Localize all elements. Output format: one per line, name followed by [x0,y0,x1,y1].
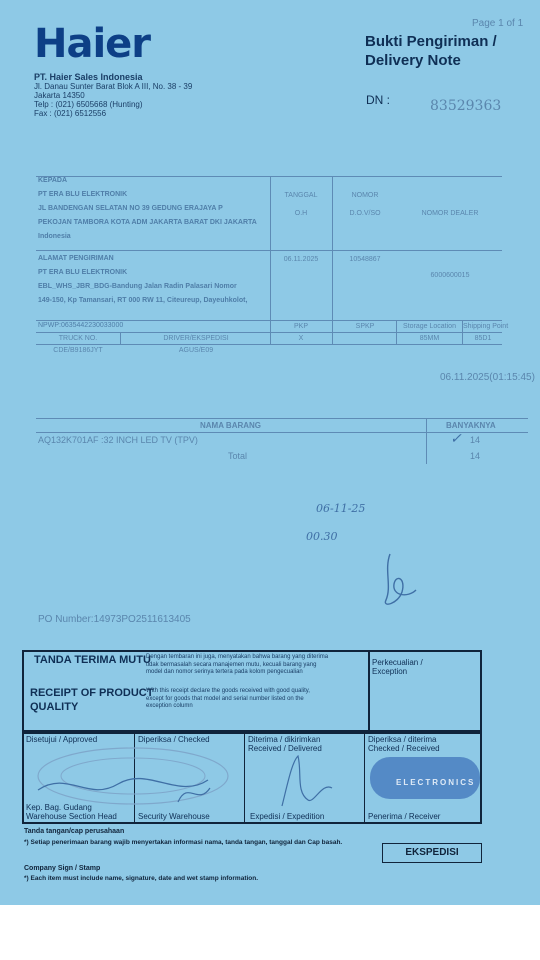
expedition-label: Expedisi / Expedition [250,812,325,821]
document-title [365,32,497,70]
item-name-header: NAMA BARANG [200,421,262,430]
note-en: *) Each item must include name, signature, date and wet stamp information. [24,875,259,882]
shipping-label: ALAMAT PENGIRIMAN [38,255,114,262]
nomor-code: D.O.V/SO [349,210,381,217]
dn-label: DN : [366,93,390,107]
recipient-address-1: JL BANDENGAN SELATAN NO 39 GEDUNG ERAJAYA P [38,205,223,212]
company-address-2: Jakarta 14350 [34,91,85,100]
exception-label-1: Perkecualian / [372,658,423,667]
shipping-block [38,252,247,308]
receipt-text-id [146,654,328,677]
spkp-label: SPKP [355,323,375,330]
tanggal-value: 06.11.2025 [283,256,319,263]
tanggal-label: TANGGAL [284,192,318,199]
kepada-label: KEPADA [38,177,68,184]
storage-label: Storage Location [403,323,456,330]
item-row-name: AQ132K701AF :32 INCH LED TV (TPV) [38,435,198,445]
receipt-text-en-1: With this receipt declare the goods received with good quality, [146,688,310,694]
item-qty-header: BANYAKNYA [446,421,496,430]
sign-label-id: Tanda tangan/cap perusahaan [24,828,125,835]
title-line-1: Bukti Pengiriman / [365,33,497,50]
total-qty: 14 [470,451,481,461]
warehouse-stamp [28,740,238,810]
shipping-address-1: EBL_WHS_JBR_BDG-Bandung Jalan Radin Palasari Nomor [38,283,237,290]
pkp-value: X [298,335,304,342]
company-fax: Fax : (021) 6512556 [34,109,107,118]
handwritten-date: 06-11-25 [316,502,366,515]
nomor-label: NOMOR [351,192,379,199]
expedition-signature [262,752,342,812]
receipt-text-en-3: exception column [146,703,193,709]
shipping-point-value: 85D1 [474,335,492,342]
recipient-name: PT ERA BLU ELEKTRONIK [38,191,128,198]
shipping-address-2: 149-150, Kp Tamansari, RT 000 RW 11, Citeureup, Dayeuhkolot, [38,297,248,304]
company-phone: Telp : (021) 6505668 (Hunting) [34,100,143,109]
nomor-value: 10548867 [349,256,381,263]
checked-received-line-1: Diperiksa / diterima [368,735,437,744]
received-delivered-label [248,735,322,753]
checked-label: Diperiksa / Checked [138,735,210,744]
truck-label: TRUCK NO. [58,335,98,342]
copy-label: EKSPEDISI [382,843,482,863]
receipt-text-id-3: model dan nomor serinya tertera pada kolom pengecualian [146,669,303,675]
print-timestamp: 06.11.2025(01:15:45) [440,372,535,383]
recipient-address-2: PEKOJAN TAMBORA KOTA ADM JAKARTA BARAT DKI JAKARTA [38,219,257,226]
receipt-text-en [146,688,310,711]
item-row-qty: 14 [470,435,481,445]
dn-number: 83529363 [430,98,502,114]
receipt-text-id-1: Dengan tembaran ini juga, menyatakan bahwa barang yang diterima [146,654,329,660]
truck-value: CDE/B9186JYT [53,347,103,354]
received-line-2: Received / Delivered [248,744,322,753]
receiver-label: Penerima / Receiver [368,812,441,821]
section-head-line-1: Kep. Bag. Gudang [26,803,92,812]
receipt-title-id: TANDA TERIMA MUTU [34,654,151,666]
shipping-name: PT ERA BLU ELEKTRONIK [38,269,128,276]
company-name: PT. Haier Sales Indonesia [34,72,143,82]
npwp: NPWP:0635442230033000 [38,322,124,329]
driver-label: DRIVER/EKSPEDISI [163,335,229,342]
security-label: Security Warehouse [138,812,210,821]
exception-label [372,658,423,676]
shipping-point-label: Shipping Point [463,323,509,330]
receipt-title-en-1: RECEIPT OF PRODUCT [30,687,154,699]
dealer-label: NOMOR DEALER [421,210,479,217]
dealer-value: 6000600015 [430,272,470,279]
receipt-text-id-2: tidak bermasalah secara manajemen mutu, kecuali barang yang [146,661,317,668]
storage-value: 85MM [419,335,440,342]
tanggal-code: O.H [294,210,308,217]
recipient-block [38,174,257,244]
received-line-1: Diterima / dikirimkan [248,735,321,744]
title-line-2: Delivery Note [365,52,461,69]
pkp-label: PKP [293,323,308,330]
approved-label: Disetujui / Approved [26,735,98,744]
check-mark-icon: ✓ [450,431,462,447]
recipient-address-3: Indonesia [38,233,71,240]
note-id: *) Setiap penerimaan barang wajib menyertakan informasi nama, tanda tangan, tanggal dan Cap basah. [24,839,343,846]
page-number: Page 1 of 1 [472,18,524,29]
checked-received-line-2: Checked / Received [368,744,440,753]
section-head-line-2: Warehouse Section Head [26,812,117,821]
sign-label-en: Company Sign / Stamp [24,865,101,872]
total-label: Total [228,451,248,461]
handwritten-time: 00.30 [306,530,338,543]
stamp-text: ELECTRONICS [396,778,476,787]
company-block [34,72,192,118]
receipt-title-en-2: QUALITY [30,701,79,713]
checked-received-label [368,735,440,753]
receipt-title-en [30,686,153,714]
receipt-text-en-2: except for goods that model and serial number listed on the [146,695,304,702]
handwritten-signature [372,548,422,610]
haier-logo: Haier [34,21,151,67]
exception-label-2: Exception [372,667,408,676]
po-number: PO Number:14973PO2511613405 [38,614,191,625]
company-address-1: Jl. Danau Sunter Barat Blok A III, No. 38 - 39 [34,82,193,91]
driver-value: AGUS/E09 [178,347,214,354]
